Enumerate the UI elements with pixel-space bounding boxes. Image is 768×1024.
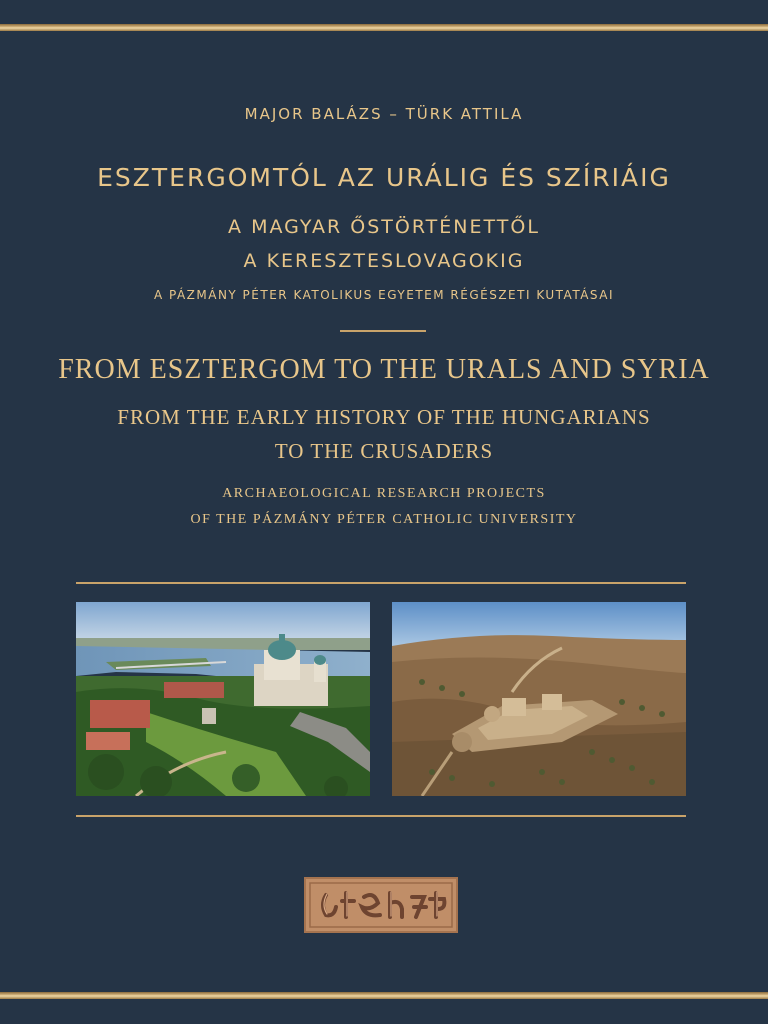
bottom-gold-bar	[0, 992, 768, 999]
hungarian-subtitle-line2: A KERESZTESLOVAGOKIG	[243, 250, 525, 272]
esztergom-basilica-aerial-photo	[76, 602, 370, 796]
lower-photo-rule	[76, 815, 686, 817]
english-subtitle-line1: FROM THE EARLY HISTORY OF THE HUNGARIANS	[117, 405, 651, 429]
authors: MAJOR BALÁZS – TÜRK ATTILA	[244, 105, 524, 123]
title-divider	[340, 330, 426, 332]
hungarian-title: ESZTERGOMTÓL AZ URÁLIG ÉS SZÍRIÁIG	[97, 163, 671, 192]
english-research-line	[0, 481, 768, 533]
english-research-line2: OF THE PÁZMÁNY PÉTER CATHOLIC UNIVERSITY	[190, 512, 578, 527]
publisher-logo	[304, 877, 458, 933]
english-subtitle-line2: TO THE CRUSADERS	[274, 439, 494, 463]
english-subtitle	[0, 400, 768, 468]
hungarian-research-line: A PÁZMÁNY PÉTER KATOLIKUS EGYETEM RÉGÉSZETI KUTATÁSAI	[153, 288, 615, 302]
top-gold-bar	[0, 24, 768, 31]
upper-photo-rule	[76, 582, 686, 584]
desert-fortress-aerial-photo	[392, 602, 686, 796]
english-title: FROM ESZTERGOM TO THE URALS AND SYRIA	[58, 354, 710, 385]
hungarian-subtitle	[0, 210, 768, 278]
english-research-line1: ARCHAEOLOGICAL RESEARCH PROJECTS	[222, 486, 546, 501]
hungarian-subtitle-line1: A MAGYAR ŐSTÖRTÉNETTŐL	[228, 216, 540, 238]
